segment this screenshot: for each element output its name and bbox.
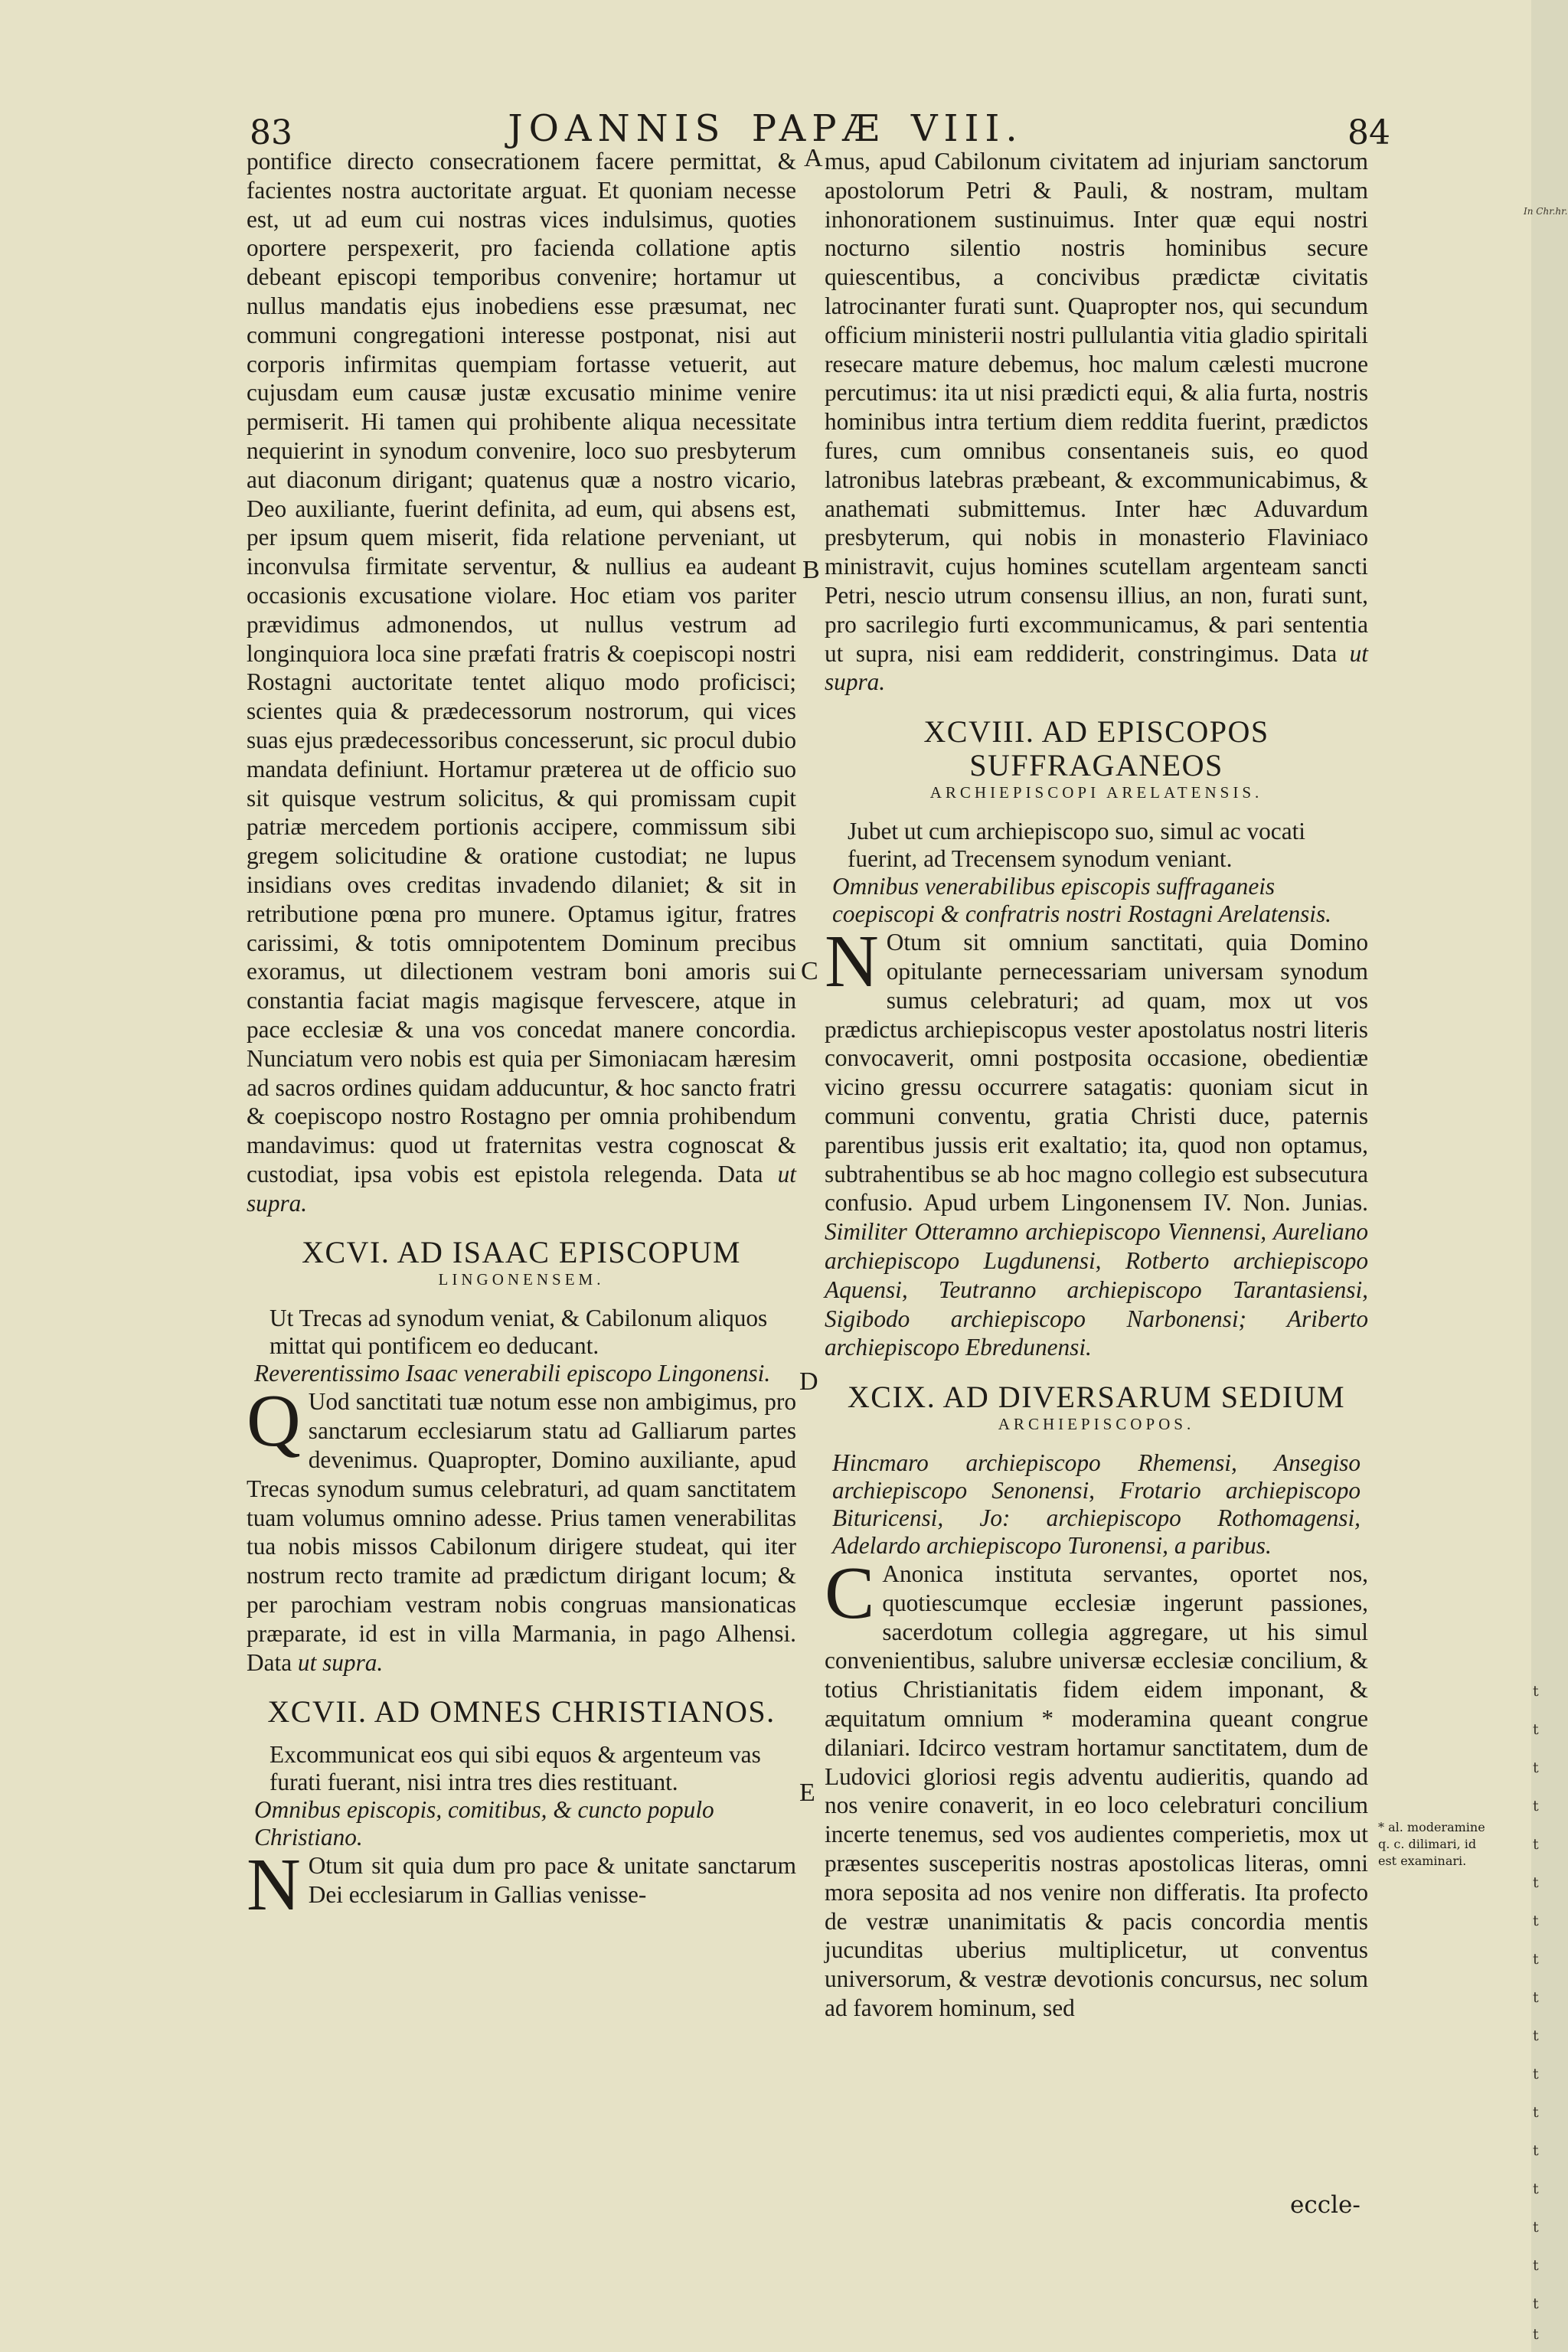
letter-xcviii-subheading: ARCHIEPISCOPI ARELATENSIS. (929, 783, 1263, 802)
page-number-right: 84 (1348, 113, 1390, 152)
letter-xcvi-body: Q Uod sanctitati tuæ notum esse non ambigimus, pro sanctarum ecclesiarum statu ad Galliarum partes devenimus. Quapropter, Domino auxiliante, apud Trecas synodum sumus celebraturi, ad quam sanctitatem tuam volumus omnino adesse. Prius tamen venerabilitas tua nobis missos Cabilonum dirigere studeat, qui iter nostrum recto tramite ad prædictum dirigant locum; & per parochiam vestram nobis congruas mansionaticas præparate, id est in villa Marmania, in pago Alhensi. Data ut supra. (247, 1380, 796, 1676)
letter-xcvi-address: Reverentissimo Isaac venerabili episcopo Lingonensi. (254, 1360, 771, 1387)
letter-xcviii-body: N Otum sit omnium sanctitati, quia Domino opitulante pernecessariam universam synodum sumus celebraturi; ad quam, mox ut vos prædictus archiepiscopus vester apostolatus nostri literis convocaverit, omni postposita occasione, obedientiæ vicino gressu occurrere satagatis: quoniam sicut in communi conventu, gratia Christi duce, paternis parentibus jussis erit exaltatio; ita, quod non optamus, subtrahentibus se ab hoc magno collegio est subsecutura confusio. Apud urbem Lingonensem IV. Non. Junias. Similiter Otteramno archiepiscopo Viennensi, Aureliano archiepiscopo Lugdunensi, Rotberto archiepiscopo Aquensi, Teutranno archiepiscopo Tarantasiensi, Sigibodo archiepiscopo Narbonensi; Ariberto archiepiscopo Ebredunensi. (825, 920, 1368, 1361)
edge-fragment: t (1533, 2104, 1539, 2121)
marginal-note: * al. moderamine q. c. dilimari, id est examinari. (1378, 1820, 1485, 1868)
edge-fragment: t (1533, 2326, 1539, 2343)
edge-fragment: t (1533, 1951, 1539, 1968)
dropcap-c: C (825, 1552, 875, 1635)
dropcap-n: N (247, 1844, 301, 1927)
edge-fragment: t (1533, 2142, 1539, 2159)
edge-fragment: t (1533, 2027, 1539, 2044)
edge-fragment: t (1533, 1798, 1539, 1815)
letter-xcvii-summary: Excommunicat eos qui sibi equos & argenteum vas furati fuerant, nisi intra tres dies restituant. (270, 1741, 761, 1796)
letter-xcix-heading: XCIX. AD DIVERSARUM SEDIUM (847, 1380, 1346, 1415)
edge-fragment: t (1533, 1989, 1539, 2006)
letter-xcvii-address: Omnibus episcopis, comitibus, & cuncto populo Christiano. (254, 1796, 714, 1851)
letter-xcix-address: Hincmaro archiepiscopo Rhemensi, Ansegiso archiepiscopo Senonensi, Frotario archiepiscopo Bituricensi, Jo: archiepiscopo Rothomagensi, Adelardo archiepiscopo Turonensi, a paribus. (832, 1449, 1361, 1560)
letter-xcix-subheading: ARCHIEPISCOPOS. (998, 1415, 1195, 1434)
margin-letter-e: E (799, 1779, 815, 1807)
margin-letter-d: D (799, 1367, 818, 1396)
letter-xcvii-body-start: N Otum sit quia dum pro pace & unitate sanctarum Dei ecclesiarum in Gallias venisse- (247, 1844, 796, 1927)
edge-fragment: t (1533, 1874, 1539, 1891)
margin-letter-b: B (802, 556, 820, 584)
edge-fragment: t (1533, 2295, 1539, 2312)
right-column (825, 147, 1368, 2023)
edge-fragment: t (1533, 1683, 1539, 1700)
adjacent-page-note: In Chr.hr. (1524, 206, 1568, 217)
letter-xcv-conclusion: pontifice directo consecrationem facere permittat, & facientes nostra auctoritate arguat. Et quoniam necesse est, ut ad eum cui nostras vices indulsimus, quoties oportere perspexerit, pro facienda collatione aptis debeant episcopi temporibus convenire; hortamur ut nullus mandatis ejus inobediens esse præsumat, nec communi congregationi interesse postponat, nisi aut corporis infirmitas quempiam fortasse vetuerit, aut cujusdam eum causæ justæ excusatio minime venire permiserit. Hi tamen qui prohibente aliqua necessitate nequierint in synodum convenire, loco suo presbyterum aut diaconum dirigant; quatenus quæ a nostro vicario, Deo auxiliante, fuerint definita, ad eum, qui absens est, per ipsum quem miserit, fida relatione perveniant, ut inconvulsa firmitate serventur, & nullius ea audeant occasionis excusatione violare. Hoc etiam vos pariter prævidimus admonendos, ut nullus vestrum ad longinquiora loca sine præfati fratris & coepiscopi nostri Rostagni auctoritate tentet aliquo modo proficisci; scientes quia & prædecessorum nostrorum, qui vices suas ejus prædecessoribus concesserunt, sic procul dubio mandata definiunt. Hortamur præterea ut de officio suo sit quisque vestrum solicitus, & qui promissam cupit patriæ mercedem portionis accipere, commissum sibi gregem solicitudine & oratione custodiat; ne lupus insidians oves creditas invadendo dilaniet; & sit in retributione pœna pro munere. Optamus igitur, fratres carissimi, & totis omnipotentem Dominum precibus exoramus, ut dilectionem vestram boni amoris sui constantia faciat magis magisque fervescere, atque in pace ecclesiæ & una vos concedat manere concordia. Nunciatum vero nobis est quia per Simoniacam hæresim ad sacros ordines quidam adducuntur, & hoc sancto fratri & coepiscopo nostro Rostagno per omnia prohibendum mandavimus: quod ut fraternitas vestra cognoscat & custodiat, ipsa vobis est epistola relegenda. Data ut supra. (247, 148, 796, 1217)
letter-xcviii-address: Omnibus venerabilibus episcopis suffraganeis coepiscopi & confratris nostri Rostagni Arelatensis. (832, 873, 1332, 928)
letter-xcvii-body-cont: mus, apud Cabilonum civitatem ad injuriam sanctorum apostolorum Petri & Pauli, & nostram, multam inhonorationem sustinuimus. Inter quæ equi nostri nocturno silentio nostris hominibus secure quiescentibus, a concivibus prædictæ civitatis latrocinanter furati sunt. Quapropter nos, qui secundum officium ministerii nostri pullulantia vitia gladio spiritali resecare mature debemus, hoc malum cælesti mucrone percutimus: ita ut nisi prædicti equi, & alia furta, nostris hominibus intra tertium diem reddita fuerint, prædictos fures, cum omnibus consentaneis suis, eo quod latronibus latebras præbeant, & excommunicabimus, & anathemati submittemus. Inter hæc Aduvardum presbyterum, qui nobis in monasterio Flaviniaco ministravit, cujus homines scutellam argenteam sancti Petri, nescio utrum consensu illius, an non, furati sunt, pro sacrilegio furti excommunicamus, & pari sententia ut supra, nisi eam reddiderit, constringimus. Data ut supra. (825, 148, 1368, 696)
letter-xcvii-heading: XCVII. AD OMNES CHRISTIANOS. (267, 1694, 776, 1730)
letter-xcix-body: C Anonica instituta servantes, oportet nos, quotiescumque ecclesiæ ingerunt passiones, sacerdotum collegia aggregare, ut his simul convenientibus, salubre universæ ecclesiæ concilium, & totius Christianitatis fidem eidem imponant, & æquitatum omnium * moderamina queant congrue dilaniari. Idcirco vestram hortamur sanctitatem, dum de Ludovici gloriosi regis adventu audieritis, quando ad nos venire conaverit, in eo loco celebraturi concilium incerte tenemus, sed vos audientes comperietis, mox ut præsentes susceperitis nostras apostolicas literas, omni mora seposita ad nos venire non differatis. Ita profecto de vestræ unanimitatis & pacis concordia mentis jucunditas uberius multiplicetur, ut conventus universorum, & vestræ devotionis concursus, nec solum ad favorem hominum, sed (825, 1552, 1368, 2022)
dropcap-q: Q (247, 1380, 301, 1463)
running-title: JOANNIS PAPÆ VIII. (508, 107, 1024, 150)
dropcap-n2: N (825, 920, 879, 1004)
margin-letter-c: C (801, 957, 818, 985)
edge-fragment: t (1533, 2257, 1539, 2274)
edge-fragment: t (1533, 1721, 1539, 1738)
edge-fragment: t (1533, 1913, 1539, 1929)
letter-xcvi-summary: Ut Trecas ad synodum veniat, & Cabilonum aliquos mittat qui pontificem eo deducant. (270, 1305, 768, 1360)
edge-fragment: t (1533, 2066, 1539, 2082)
adjacent-page-edge (1524, 0, 1568, 2352)
edge-fragment: t (1533, 1759, 1539, 1776)
edge-fragment: t (1533, 2219, 1539, 2236)
edge-fragment: t (1533, 2180, 1539, 2197)
letter-xcviii-heading: XCVIII. AD EPISCOPOS SUFFRAGANEOS (923, 714, 1269, 783)
letter-xcvi-subheading: LINGONENSEM. (438, 1270, 605, 1289)
catchword: eccle- (1290, 2191, 1361, 2219)
edge-fragment: t (1533, 1836, 1539, 1853)
left-column (247, 147, 796, 1927)
margin-letter-a: A (804, 144, 823, 172)
letter-xcvi-heading: XCVI. AD ISAAC EPISCOPUM (302, 1235, 741, 1270)
page-number-left: 83 (250, 113, 292, 152)
letter-xcviii-summary: Jubet ut cum archiepiscopo suo, simul ac vocati fuerint, ad Trecensem synodum veniant. (848, 818, 1305, 873)
